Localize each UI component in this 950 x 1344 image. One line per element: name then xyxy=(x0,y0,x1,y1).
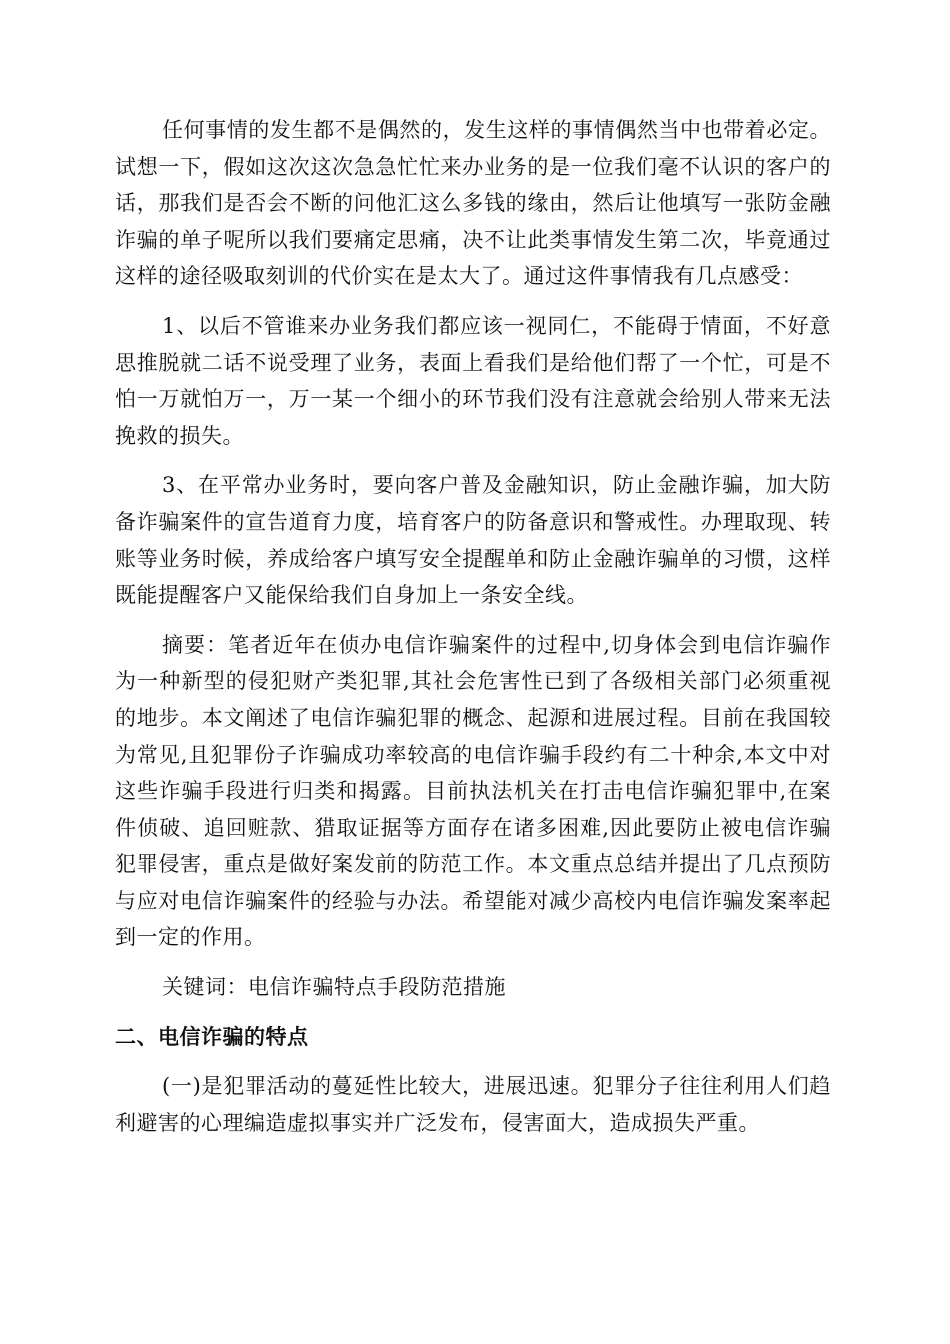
abstract-paragraph: 摘要：笔者近年在侦办电信诈骗案件的过程中,切身体会到电信诈骗作为一种新型的侵犯财产类犯罪,其社会危害性已到了各级相关部门必须重视的地步。本文阐述了电信诈骗犯罪的概念、起源和进展过程。目前在我国较为常见,且犯罪份子诈骗成功率较高的电信诈骗手段约有二十种余,本文中对这些诈骗手段进行归类和揭露。目前执法机关在打击电信诈骗犯罪中,在案件侦破、追回赃款、猎取证据等方面存在诸多困难,因此要防止被电信诈骗犯罪侵害，重点是做好案发前的防范工作。本文重点总结并提出了几点预防与应对电信诈骗案件的经验与办法。希望能对减少高校内电信诈骗发案率起到一定的作用。 xyxy=(115,632,831,950)
body-paragraph: 1、以后不管谁来办业务我们都应该一视同仁，不能碍于情面，不好意思推脱就二话不说受理了业务，表面上看我们是给他们帮了一个忙，可是不怕一万就怕万一，万一某一个细小的环节我们没有注意就会给别人带来无法挽救的损失。 xyxy=(115,313,831,448)
document-page xyxy=(115,112,831,1154)
section-heading: 二、电信诈骗的特点 xyxy=(115,1024,309,1049)
keywords-paragraph: 关键词：电信诈骗特点手段防范措施 xyxy=(162,975,506,1000)
section-paragraph: (一)是犯罪活动的蔓延性比较大，进展迅速。犯罪分子往往利用人们趋利避害的心理编造虚拟事实并广泛发布，侵害面大，造成损失严重。 xyxy=(115,1074,831,1135)
body-paragraph: 3、在平常办业务时，要向客户普及金融知识，防止金融诈骗，加大防备诈骗案件的宣告道育力度，培育客户的防备意识和警戒性。办理取现、转账等业务时候，养成给客户填写安全提醒单和防止金融诈骗单的习惯，这样既能提醒客户又能保给我们自身加上一条安全线。 xyxy=(115,473,831,608)
body-paragraph: 任何事情的发生都不是偶然的，发生这样的事情偶然当中也带着必定。试想一下，假如这次这次急急忙忙来办业务的是一位我们毫不认识的客户的话，那我们是否会不断的问他汇这么多钱的缘由，然后让他填写一张防金融诈骗的单子呢所以我们要痛定思痛，决不让此类事情发生第二次，毕竟通过这样的途径吸取刻训的代价实在是太大了。通过这件事情我有几点感受： xyxy=(115,118,831,289)
